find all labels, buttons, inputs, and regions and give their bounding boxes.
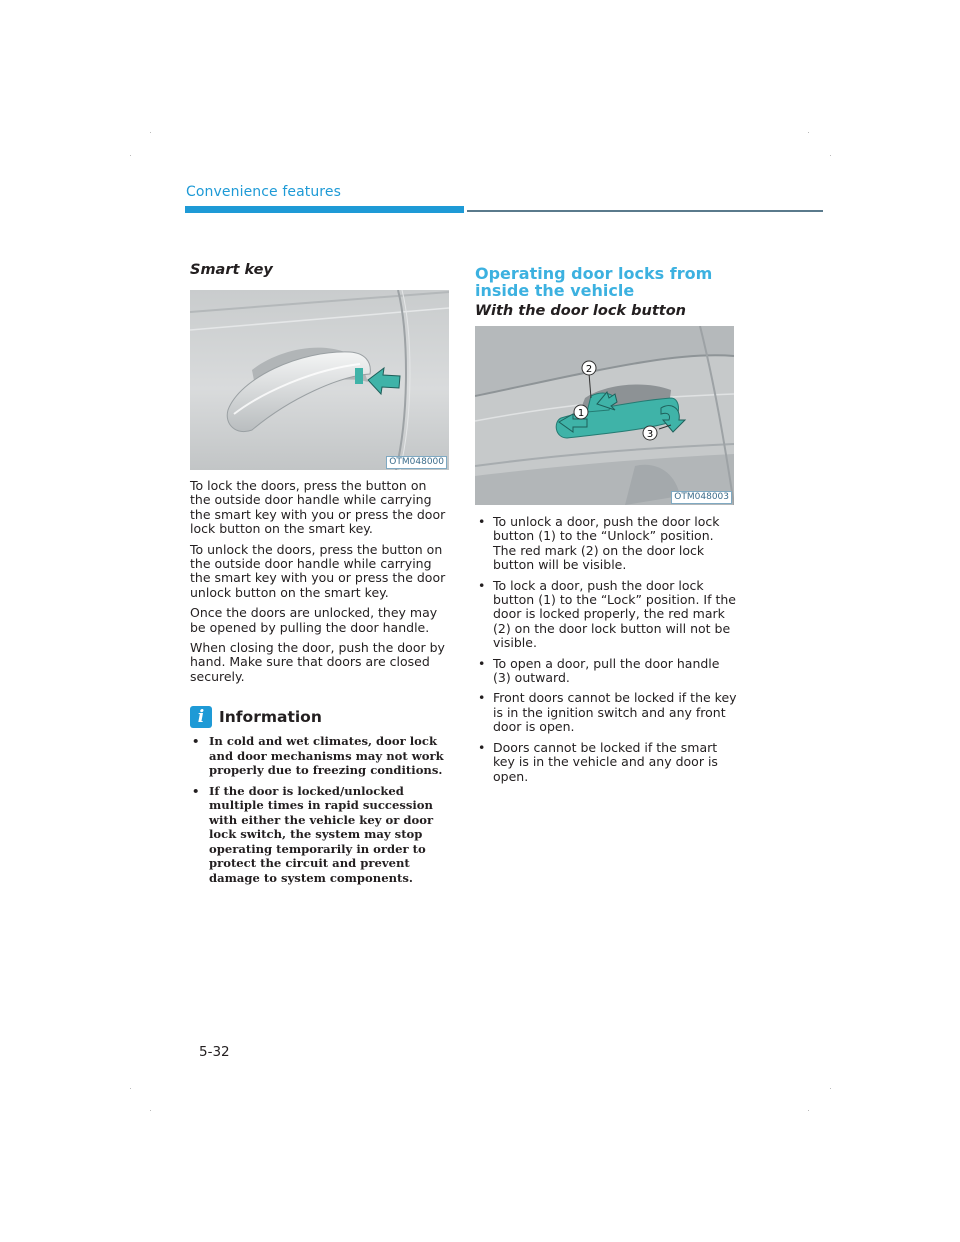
- paragraph: When closing the door, push the door by hand. Make sure that doors are closed securely.: [190, 640, 445, 684]
- instruction-item: • Doors cannot be locked if the smart key is in the vehicle and any door is open.: [475, 741, 737, 784]
- callout-label: 1: [577, 408, 585, 419]
- paragraph: To lock the doors, press the button on the outside door handle while carrying the smart key with you or press the door lock button on the smart key.: [190, 478, 446, 537]
- header-rule: [467, 210, 823, 212]
- interior-door-illustration: [475, 326, 734, 505]
- crop-mark: [130, 155, 131, 156]
- page-number: 5-32: [199, 1044, 230, 1060]
- crop-mark: [150, 132, 151, 133]
- door-lock-button-subhead: With the door lock button: [475, 303, 686, 319]
- smart-key-figure: [190, 290, 449, 470]
- information-list: [190, 734, 450, 885]
- header-rule-accent: [185, 206, 464, 213]
- information-header: [190, 706, 450, 728]
- information-item: • In cold and wet climates, door lock and door mechanisms may not work properly due to freezing conditions.: [190, 734, 450, 778]
- smart-key-body: [190, 479, 450, 684]
- crop-mark: [808, 132, 809, 133]
- callout-label: 2: [585, 364, 593, 375]
- crop-mark: [150, 1110, 151, 1111]
- instruction-item: • To unlock a door, push the door lock button (1) to the “Unlock” position. The red mark (2) on the door lock button will be visible.: [475, 515, 737, 573]
- door-lock-instructions: [475, 515, 737, 784]
- crop-mark: [808, 1110, 809, 1111]
- instruction-item: • To open a door, pull the door handle (3) outward.: [475, 657, 737, 686]
- door-handle-illustration: [190, 290, 449, 470]
- paragraph: Once the doors are unlocked, they may be opened by pulling the door handle.: [190, 605, 438, 635]
- information-item: • If the door is locked/unlocked multiple times in rapid succession with either the vehicle key or door lock switch, the system may stop operating temporarily in order to protect the circuit and prevent damage to system components.: [190, 784, 450, 886]
- instruction-item: • Front doors cannot be locked if the key is in the ignition switch and any front door is open.: [475, 691, 737, 734]
- figure-code: OTM048000: [386, 456, 447, 469]
- crop-mark: [830, 155, 831, 156]
- figure-code: OTM048003: [671, 491, 732, 504]
- crop-mark: [830, 1088, 831, 1089]
- left-column: [190, 262, 450, 891]
- information-title: Information: [219, 708, 322, 727]
- smart-key-subhead: Smart key: [190, 262, 273, 278]
- info-icon: i: [190, 706, 212, 728]
- section-header: Convenience features: [186, 184, 341, 200]
- callout-label: 3: [646, 429, 654, 440]
- right-column: [475, 265, 737, 790]
- crop-mark: [130, 1088, 131, 1089]
- section-title: Operating door locks from inside the vehicle: [475, 264, 713, 300]
- door-lock-figure: [475, 326, 734, 505]
- instruction-item: • To lock a door, push the door lock button (1) to the “Lock” position. If the door is locked properly, the red mark (2) on the door lock button will not be visible.: [475, 579, 737, 651]
- paragraph: To unlock the doors, press the button on the outside door handle while carrying the smart key with you or press the door unlock button on the smart key.: [190, 541, 446, 600]
